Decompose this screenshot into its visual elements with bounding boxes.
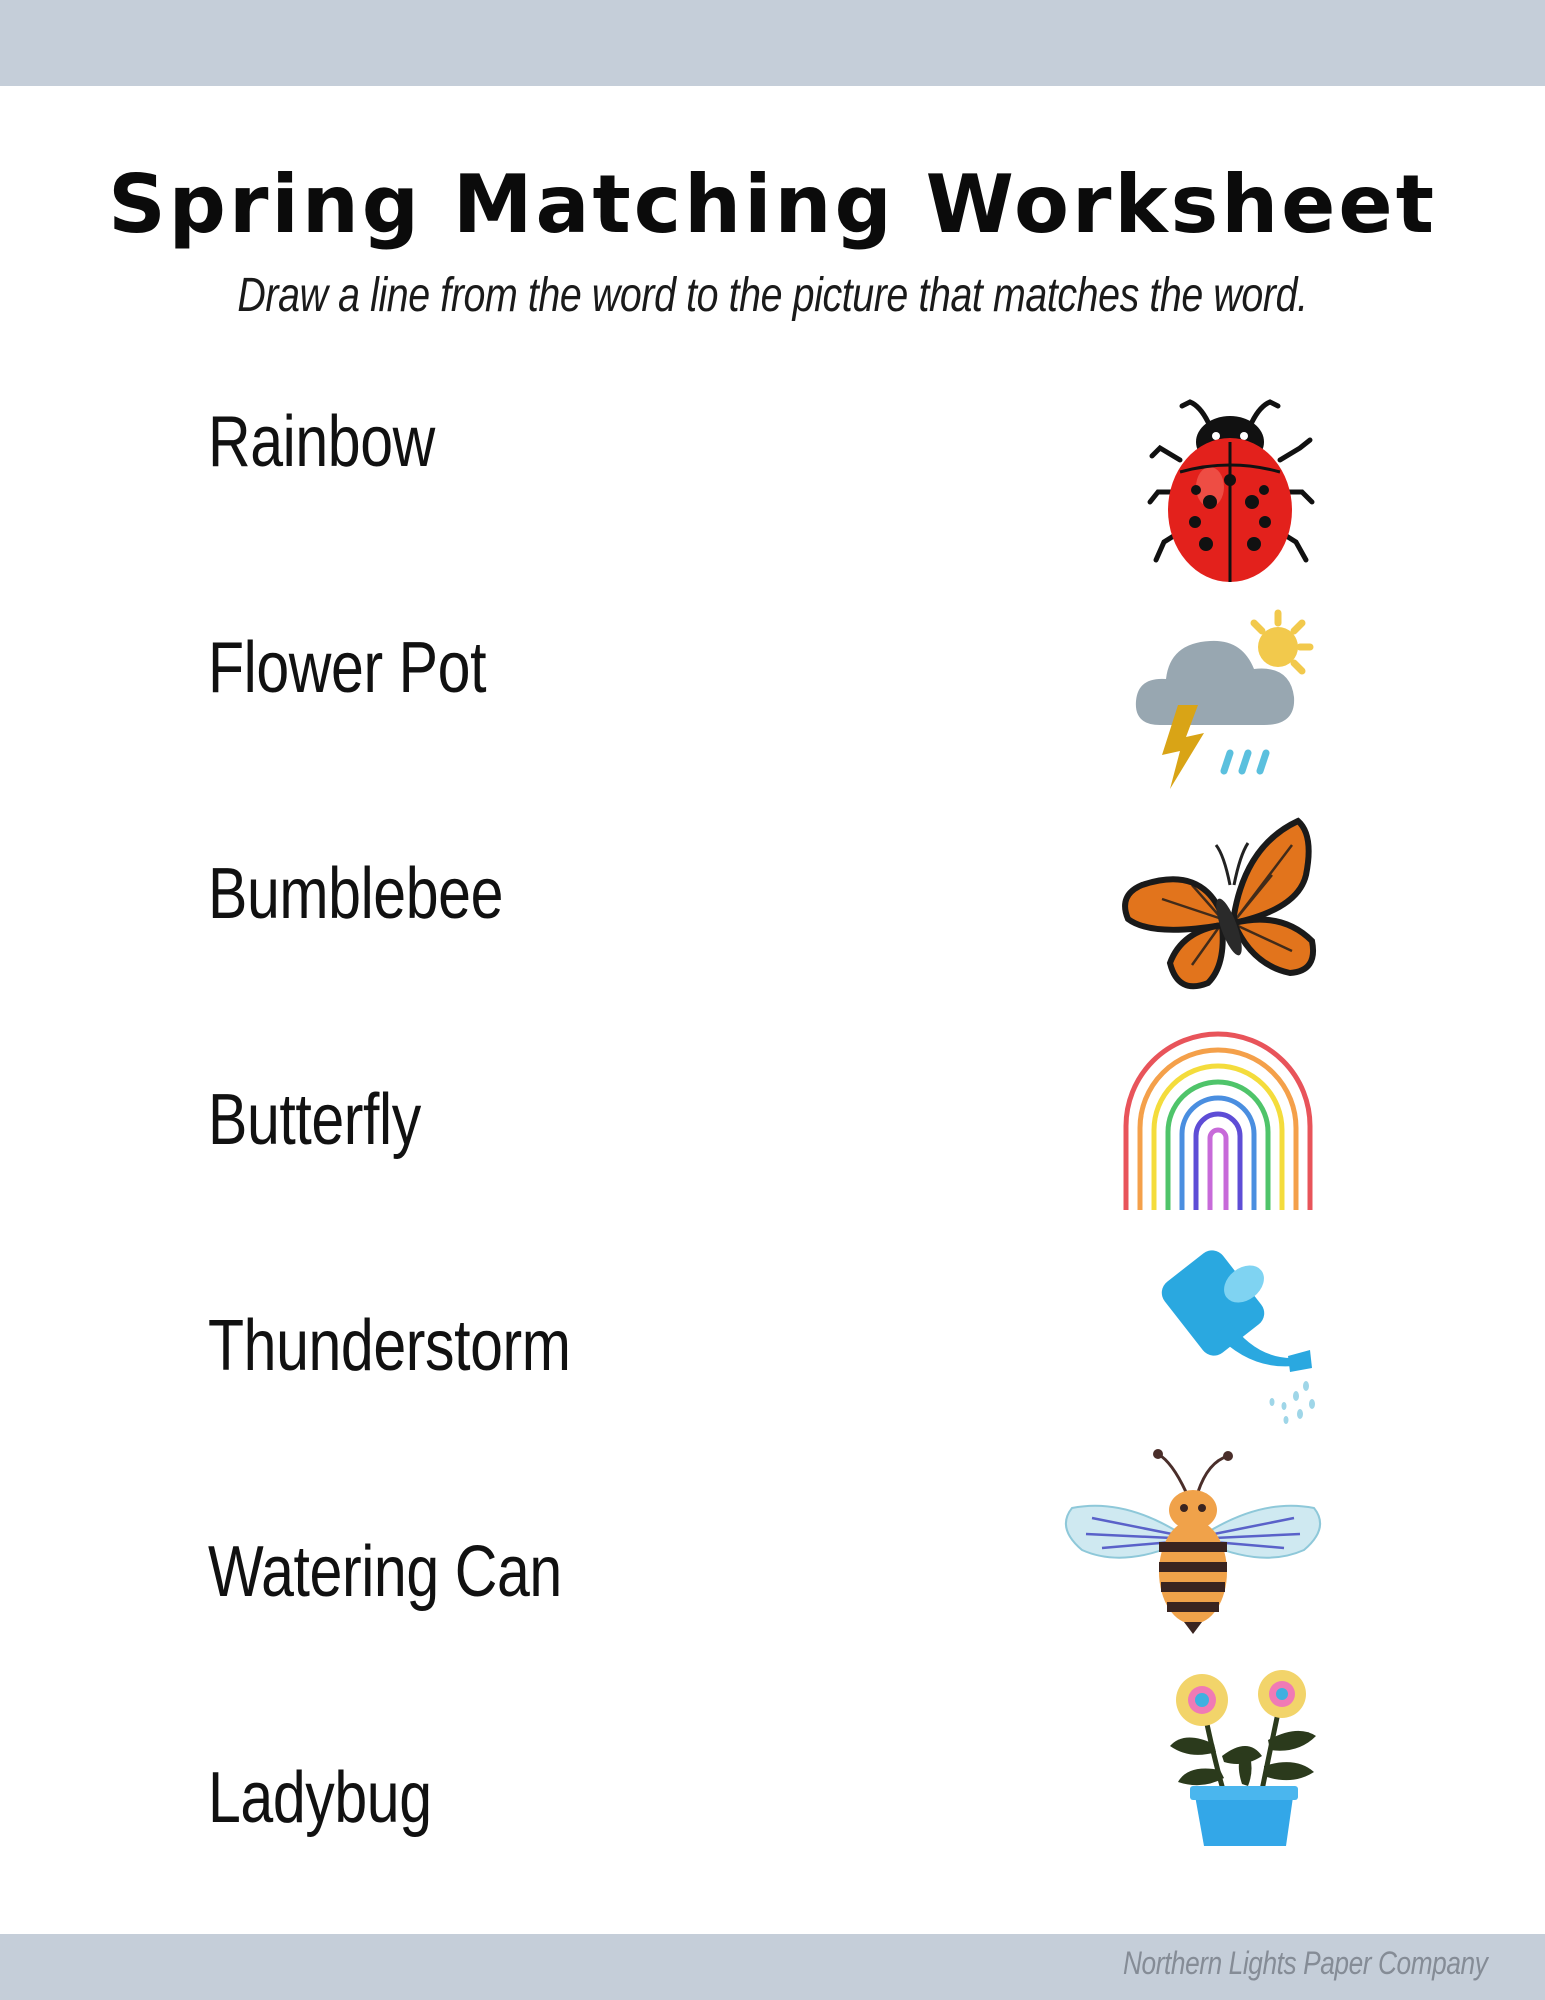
word-item: Bumblebee [208,854,504,934]
ladybug-icon [1140,392,1320,584]
top-band [0,0,1545,86]
thunderstorm-icon [1130,605,1320,795]
butterfly-icon [1122,815,1322,1005]
word-item: Ladybug [208,1758,432,1838]
page-title: Spring Matching Worksheet [108,158,1437,251]
bumblebee-icon [1062,1448,1324,1636]
instructions: Draw a line from the word to the picture that matches the word. [237,269,1308,322]
watering-can-icon [1160,1238,1320,1428]
word-item: Thunderstorm [208,1306,571,1386]
rainbow-icon [1120,1030,1316,1212]
flower-pot-icon [1164,1660,1324,1850]
word-item: Butterfly [208,1080,421,1160]
word-item: Watering Can [208,1532,562,1612]
footer-brand: Northern Lights Paper Company [1122,1945,1487,1981]
word-item: Rainbow [208,402,435,482]
word-item: Flower Pot [208,628,487,708]
